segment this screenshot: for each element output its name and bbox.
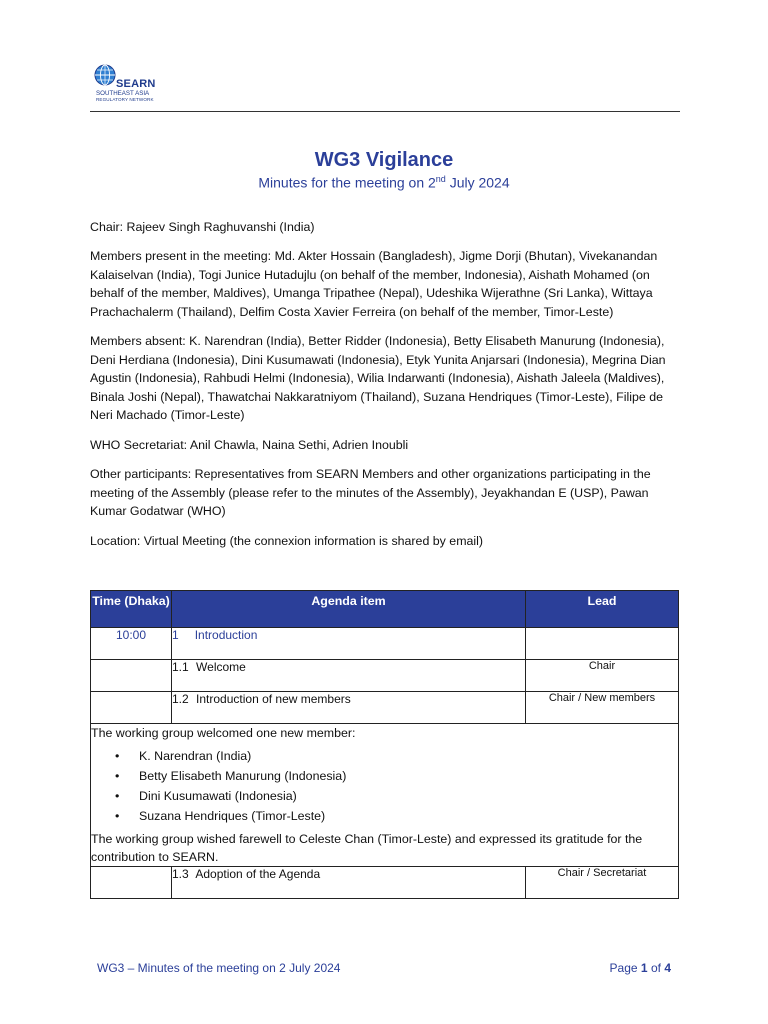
item-label: Introduction — [194, 628, 258, 642]
new-members-list — [91, 746, 678, 826]
row-time — [91, 692, 172, 724]
header-time: Time (Dhaka) — [91, 591, 172, 628]
item-number: 1.1 — [172, 660, 189, 674]
row-lead: Chair / Secretariat — [526, 867, 679, 899]
searn-logo — [94, 64, 164, 106]
notes-farewell: The working group wished farewell to Celeste Chan (Timor-Leste) and expressed its gratitude for the contribution to SEARN. — [91, 832, 643, 864]
row-lead — [526, 628, 679, 660]
row-time: 10:00 — [91, 628, 172, 660]
notes-row — [91, 724, 679, 867]
item-label: Welcome — [196, 660, 246, 674]
header-lead: Lead — [526, 591, 679, 628]
row-lead: Chair — [526, 660, 679, 692]
table-row — [91, 660, 679, 692]
item-number: 1 — [172, 628, 179, 642]
document-subtitle — [0, 174, 768, 191]
agenda-item-adoption — [172, 867, 526, 899]
logo-tagline-1: SOUTHEAST ASIA — [96, 90, 150, 97]
list-item: • Suzana Hendriques (Timor-Leste) — [139, 806, 678, 826]
globe-icon — [94, 64, 116, 86]
page-total: 4 — [664, 961, 671, 975]
logo-tagline-2: REGULATORY NETWORK — [96, 97, 154, 102]
list-item: • Dini Kusumawati (Indonesia) — [139, 786, 678, 806]
header-divider — [90, 111, 680, 112]
of-word: of — [650, 961, 661, 975]
header-agenda-item: Agenda item — [172, 591, 526, 628]
list-item: • Betty Elisabeth Manurung (Indonesia) — [139, 766, 678, 786]
subtitle-ordinal: nd — [435, 174, 446, 184]
table-row — [91, 692, 679, 724]
other-participants-paragraph: Other participants: Representatives from SEARN Members and other organizations participating in the meeting of the Assembly (please refer to the minutes of the Assembly), Jeyakhandan E (USP), Pawan Kumar Godatwar (WHO) — [90, 467, 651, 518]
agenda-table — [90, 590, 679, 899]
item-label: Introduction of new members — [196, 692, 351, 706]
row-lead: Chair / New members — [526, 692, 679, 724]
document-title: WG3 Vigilance — [314, 149, 454, 171]
item-label: Adoption of the Agenda — [195, 867, 321, 881]
table-row — [91, 867, 679, 899]
agenda-item-welcome — [172, 660, 526, 692]
logo-brand: SEARN — [116, 78, 156, 90]
location-paragraph: Location: Virtual Meeting (the connexion information is shared by email) — [90, 534, 484, 548]
agenda-item-introduction — [172, 628, 526, 660]
footer-title: WG3 – Minutes of the meeting on 2 July 2024 — [97, 961, 341, 975]
item-number: 1.3 — [172, 867, 189, 881]
row-time — [91, 867, 172, 899]
page-number — [610, 961, 671, 975]
agenda-item-new-members — [172, 692, 526, 724]
subtitle-suffix: July 2024 — [445, 174, 510, 191]
row-time — [91, 660, 172, 692]
notes-cell — [91, 724, 679, 867]
chair-paragraph: Chair: Rajeev Singh Raghuvanshi (India) — [90, 220, 315, 234]
subtitle-prefix: Minutes for the meeting on 2 — [258, 174, 436, 191]
agenda-header-row — [91, 591, 679, 628]
list-item: • K. Narendran (India) — [139, 746, 678, 766]
item-number: 1.2 — [172, 692, 189, 706]
page-current: 1 — [640, 961, 648, 975]
notes-intro: The working group welcomed one new member: — [91, 726, 356, 740]
table-row — [91, 628, 679, 660]
page-word: Page — [609, 961, 638, 975]
members-absent-paragraph: Members absent: K. Narendran (India), Better Ridder (Indonesia), Betty Elisabeth Manurung (Indonesia), Deni Herdiana (Indonesia), Dini Kusumawati (Indonesia), Etyk Yunita Anjarsari (Indonesia), Megrina Dian Agustin (Indonesia), Rahbudi Helmi (Indonesia), Wilia Indarwanti (Indonesia), Aishath Jaleela (Maldives), Binala Joshi (Nepal), Thawatchai Nakkaratniyom (Thailand), Suzana Hendriques (Timor-Leste), Filipe de Neri Machado (Timor-Leste) — [90, 334, 666, 422]
who-secretariat-paragraph: WHO Secretariat: Anil Chawla, Naina Sethi, Adrien Inoubli — [90, 438, 409, 452]
members-present-paragraph: Members present in the meeting: Md. Akter Hossain (Bangladesh), Jigme Dorji (Bhutan), Vivekanandan Kalaiselvan (India), Togi Junice Hutadujlu (on behalf of the member, Indonesia), Aishath Mohamed (on behalf of the member, Maldives), Umanga Tripathee (Nepal), Udeshika Wijerathne (Sri Lanka), Wittaya Prachachalerm (Thailand), Delfim Costa Xavier Ferreira (on behalf of the member, Timor-Leste) — [90, 249, 658, 319]
